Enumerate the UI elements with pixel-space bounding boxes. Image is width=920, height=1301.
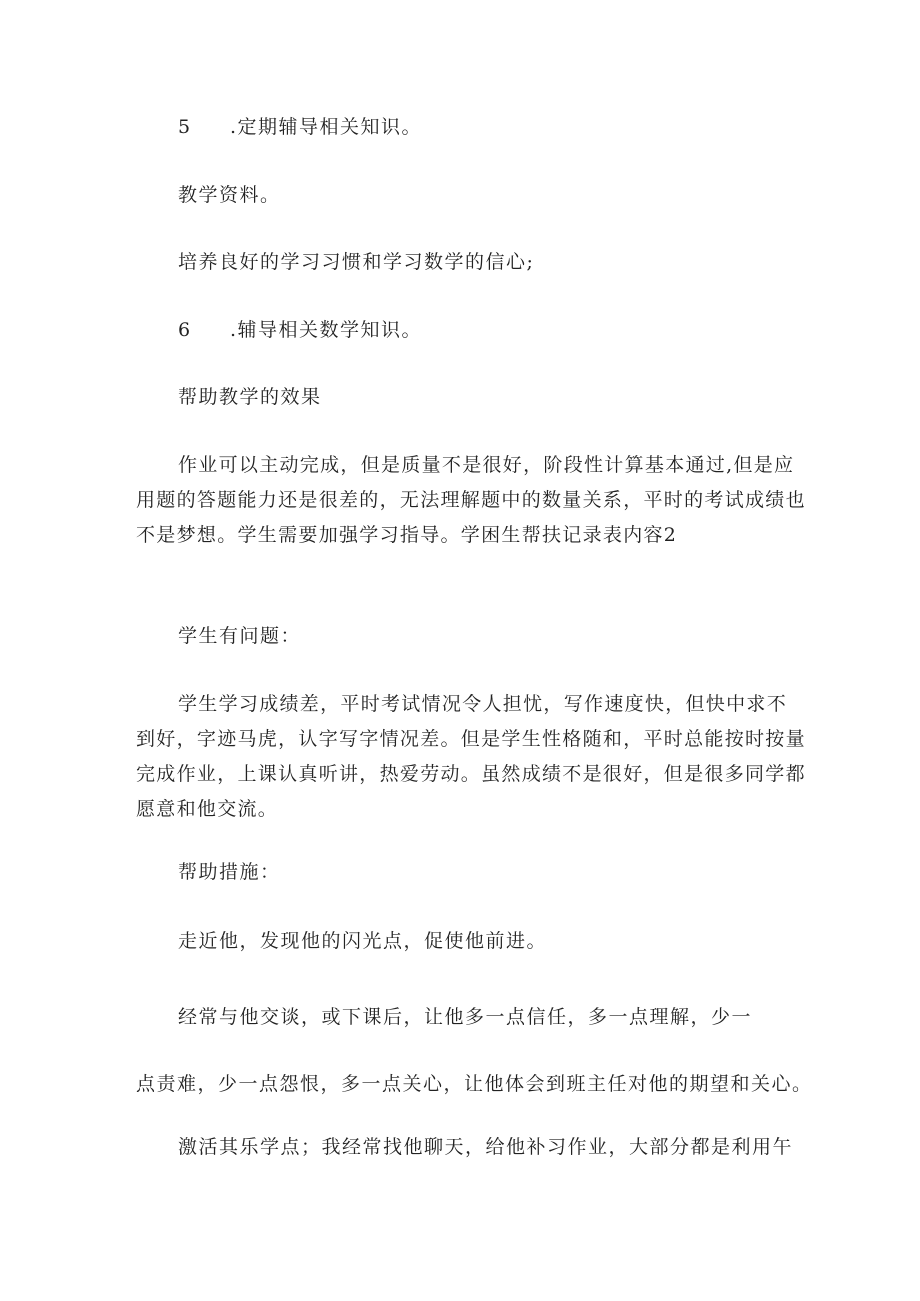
list-item-number: 6 — [178, 319, 192, 341]
effect-heading: 帮助教学的效果 — [178, 386, 322, 408]
measures-heading: 帮助措施： — [178, 861, 281, 883]
measure-2-line-1: 经常与他交谈，或下课后，让他多一点信任，多一点理解，少一 — [178, 1006, 753, 1028]
measure-2-line-2: 点责难，少一点怨恨，多一点关心，让他体会到班主任对他的期望和关心。 — [136, 1073, 813, 1095]
list-item-6 — [178, 318, 422, 342]
paragraph-line: 愿意和他交流。 — [136, 798, 279, 820]
list-item-5 — [178, 115, 422, 139]
habit-line: 培养良好的学习习惯和学习数学的信心; — [178, 251, 535, 273]
list-item-number: 5 — [178, 116, 192, 138]
measure-3: 激活其乐学点；我经常找他聊天，给他补习作业，大部分都是利用午 — [178, 1136, 794, 1158]
measure-1: 走近他，发现他的闪光点，促使他前进。 — [178, 930, 548, 952]
paragraph-line: 用题的答题能力还是很差的，无法理解题中的数量关系，平时的考试成绩也 — [136, 489, 806, 511]
paragraph-line: 完成作业，上课认真听讲，热爱劳动。虽然成绩不是很好，但是很多同学都 — [136, 763, 806, 785]
list-item-text: .辅导相关数学知识。 — [230, 319, 423, 341]
materials-line: 教学资料。 — [178, 184, 281, 206]
problem-paragraph — [136, 687, 806, 827]
paragraph-line: 学生学习成绩差，平时考试情况令人担忧，写作速度快，但快中求不 — [178, 693, 788, 715]
problem-heading: 学生有问题： — [178, 625, 302, 647]
effect-paragraph — [136, 448, 806, 553]
paragraph-line: 不是梦想。学生需要加强学习指导。学困生帮扶记录表内容2 — [136, 524, 678, 546]
list-item-text: .定期辅导相关知识。 — [230, 116, 423, 138]
paragraph-line: 到好，字迹马虎，认字写字情况差。但是学生性格随和，平时总能按时按量 — [136, 728, 806, 750]
paragraph-line: 作业可以主动完成，但是质量不是很好，阶段性计算基本通过,但是应 — [178, 454, 795, 476]
